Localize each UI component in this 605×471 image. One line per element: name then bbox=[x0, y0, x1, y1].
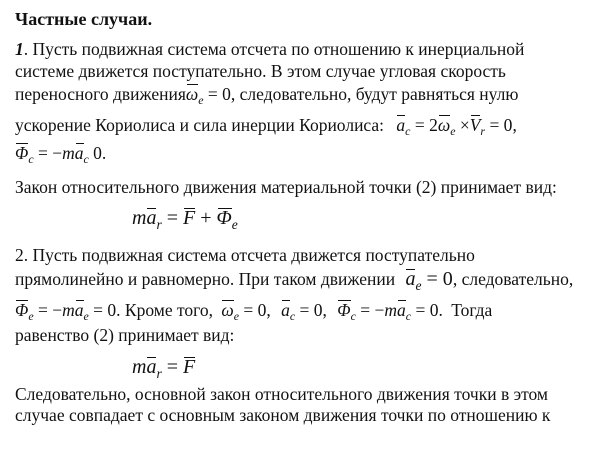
formula-omega-e-zero: $\omega_e = 0$ bbox=[185, 84, 231, 108]
case1-line3 bbox=[15, 83, 519, 108]
case1-line4: ускорение Кориолиса и сила инерции Кориолиса: $a_c = 2\omega_e \times V_r = 0$, bbox=[15, 115, 517, 139]
formula-newton-relative: $ma_r = F$ bbox=[132, 356, 196, 381]
formula-omega-e-zero-2: $\omega_e = 0$, bbox=[221, 300, 271, 324]
conclusion-line1: Следовательно, основной закон относительного движения точки в этом bbox=[15, 384, 548, 404]
formula-a-e-zero: $a_e = 0$ bbox=[405, 268, 453, 293]
formula-coriolis-force: $\Phi_c = -ma_c$ 0. bbox=[15, 143, 107, 167]
case1-line5 bbox=[15, 142, 107, 167]
case2-line3 bbox=[15, 299, 493, 324]
formula-relative-motion-law: $ma_r = F + \Phi_e$ bbox=[132, 207, 238, 232]
case1-line4-text: ускорение Кориолиса и сила инерции Кориолиса: bbox=[15, 115, 385, 135]
formula-coriolis-acceleration: $a_c = 2\omega_e \times V_r = 0$ bbox=[396, 115, 513, 139]
conclusion-line2: случае совпадает с основным законом движения точки по отношению к bbox=[15, 405, 551, 425]
case2-line2-text-b: , следовательно, bbox=[452, 269, 574, 289]
case1-number: 1 bbox=[15, 39, 24, 59]
case2-line3-tail: Тогда bbox=[451, 300, 493, 320]
case2-line3-text-b: . Кроме того, bbox=[116, 300, 213, 320]
formula-phi-c: $\Phi_c = -ma_c = 0$. bbox=[337, 300, 443, 324]
law-sentence: Закон относительного движения материальной точки (2) принимает вид: bbox=[15, 177, 557, 197]
section-heading: Частные случаи. bbox=[15, 9, 153, 29]
case2-line1: 2. Пусть подвижная система отсчета движется поступательно bbox=[15, 245, 475, 265]
case1-line2: системе движется поступательно. В этом случае угловая скорость bbox=[15, 61, 506, 81]
formula-a-c-zero: $a_c = 0$, bbox=[281, 300, 327, 324]
case1-line1-text: . Пусть подвижная система отсчета по отношению к инерциальной bbox=[23, 39, 525, 59]
case1-line1 bbox=[15, 38, 524, 60]
case1-line3-text-a: переносного движения bbox=[15, 84, 186, 104]
case2-line2-text-a: прямолинейно и равномерно. При таком движении bbox=[15, 269, 396, 289]
case2-line4: равенство (2) принимает вид: bbox=[15, 325, 235, 345]
case2-line2 bbox=[15, 268, 574, 293]
formula-phi-e: $\Phi_e = -ma_e = 0$ bbox=[15, 300, 117, 324]
case1-line3-text-b: , следовательно, будут равняться нулю bbox=[230, 84, 519, 104]
case1-line5-end: 0. bbox=[93, 143, 107, 163]
